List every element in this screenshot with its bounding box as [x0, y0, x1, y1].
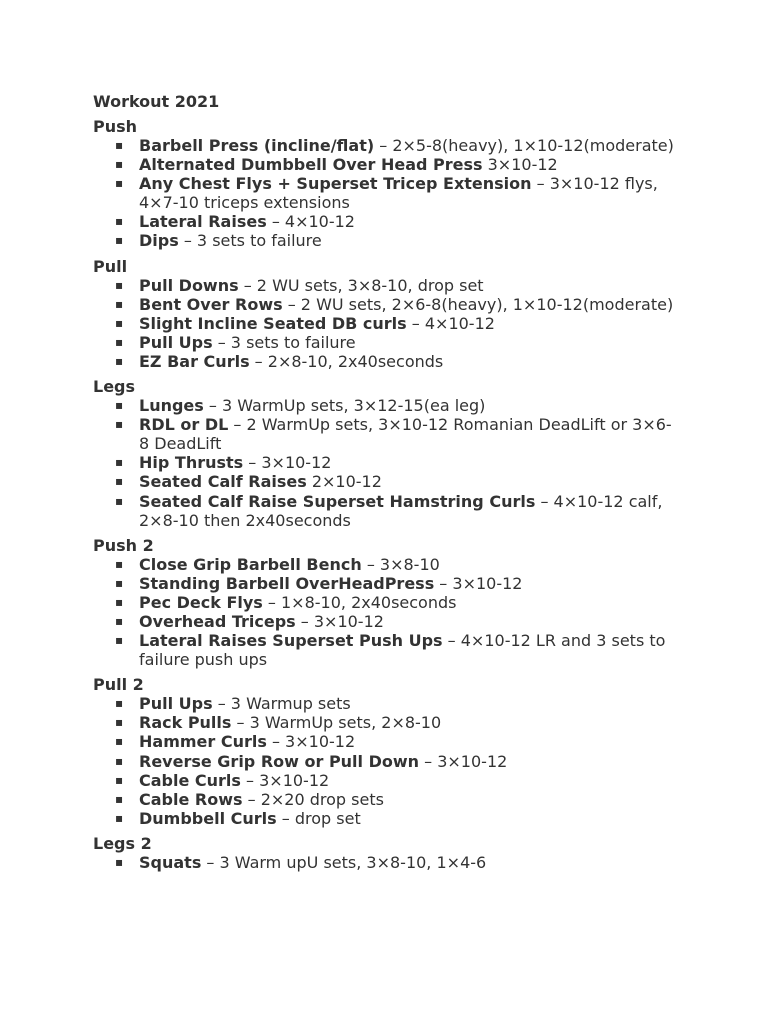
exercise-detail: – 3×8-10 — [361, 554, 440, 574]
document-title: Workout 2021 — [93, 92, 220, 111]
exercise-name: Lateral Raises Superset Push Ups — [139, 631, 443, 651]
exercise-name: Cable Rows — [139, 789, 243, 809]
exercise-detail: 2×10-12 — [306, 472, 382, 492]
exercise-name: Lunges — [139, 396, 204, 416]
workout-section — [93, 257, 693, 371]
exercise-detail: – 3 Warmup sets — [212, 694, 351, 714]
exercise-name: Reverse Grip Row or Pull Down — [139, 751, 420, 771]
square-bullet-icon: ▪ — [115, 594, 124, 609]
square-bullet-icon: ▪ — [115, 157, 124, 172]
exercise-detail: – 2×5-8(heavy), 1×10-12(moderate) — [374, 136, 674, 155]
workout-section — [93, 675, 693, 828]
square-bullet-icon: ▪ — [115, 138, 124, 152]
exercise-list-item — [93, 174, 679, 212]
exercise-name: RDL or DL — [139, 415, 229, 435]
square-bullet-icon: ▪ — [115, 398, 124, 413]
workout-section — [93, 536, 693, 670]
exercise-name: Bent Over Rows — [139, 294, 283, 314]
section-heading: Legs — [93, 377, 136, 397]
exercise-detail: – 3×10-12 — [266, 732, 356, 752]
exercise-detail: – 4×10-12 LR and 3 sets to failure push ups — [139, 631, 666, 670]
exercise-name: Dips — [139, 231, 179, 251]
workout-section — [93, 834, 693, 872]
section-heading: Pull — [93, 256, 128, 276]
square-bullet-icon: ▪ — [115, 556, 124, 571]
exercise-name: Lateral Raises — [139, 212, 267, 232]
exercise-list — [93, 853, 693, 872]
section-heading: Push 2 — [93, 535, 154, 555]
exercise-name: EZ Bar Curls — [139, 351, 250, 371]
exercise-list-item — [93, 853, 679, 872]
exercise-name: Any Chest Flys + Superset Tricep Extension — [139, 174, 532, 194]
exercise-name: Barbell Press (incline/flat) — [139, 136, 375, 155]
square-bullet-icon: ▪ — [115, 455, 124, 470]
square-bullet-icon: ▪ — [115, 214, 124, 229]
exercise-detail: – 3×10-12 — [434, 573, 523, 593]
exercise-list-item — [93, 231, 679, 250]
square-bullet-icon: ▪ — [115, 633, 124, 648]
exercise-list-item — [93, 631, 679, 669]
exercise-name: Seated Calf Raise Superset Hamstring Curls — [139, 491, 536, 511]
square-bullet-icon: ▪ — [115, 493, 124, 508]
exercise-detail: 3×10-12 — [482, 155, 558, 175]
square-bullet-icon: ▪ — [115, 753, 124, 768]
exercise-detail: – 3×10-12 — [243, 453, 332, 473]
square-bullet-icon: ▪ — [115, 715, 124, 730]
exercise-list-item — [93, 593, 679, 612]
workout-sections — [93, 117, 693, 872]
square-bullet-icon: ▪ — [115, 854, 124, 869]
exercise-list-item — [93, 314, 679, 333]
square-bullet-icon: ▪ — [115, 176, 124, 191]
exercise-detail: – 3×10-12 — [240, 770, 330, 790]
exercise-list-item — [93, 574, 679, 593]
exercise-name: Cable Curls — [139, 770, 241, 790]
square-bullet-icon: ▪ — [115, 296, 124, 311]
exercise-list-item — [93, 732, 679, 751]
exercise-name: Seated Calf Raises — [139, 472, 307, 492]
exercise-list-item — [93, 136, 679, 155]
exercise-detail: – 3 sets to failure — [212, 332, 356, 352]
exercise-detail: – 3 WarmUp sets, 2×8-10 — [231, 713, 442, 733]
exercise-list-item — [93, 790, 679, 809]
square-bullet-icon: ▪ — [115, 791, 124, 806]
workout-section — [93, 377, 693, 530]
exercise-detail: – 4×10-12 calf, 2×8-10 then 2x40seconds — [139, 491, 663, 530]
square-bullet-icon: ▪ — [115, 474, 124, 489]
exercise-name: Pec Deck Flys — [139, 592, 263, 612]
square-bullet-icon: ▪ — [115, 772, 124, 787]
exercise-name: Pull Ups — [139, 332, 213, 352]
exercise-detail: – 3 Warm upU sets, 3×8-10, 1×4-6 — [201, 852, 487, 872]
exercise-list-item — [93, 212, 679, 231]
exercise-name: Hip Thrusts — [139, 453, 244, 473]
exercise-name: Standing Barbell OverHeadPress — [139, 573, 435, 593]
section-heading: Legs 2 — [93, 833, 152, 853]
square-bullet-icon: ▪ — [115, 233, 124, 248]
exercise-list-item — [93, 155, 679, 174]
square-bullet-icon: ▪ — [115, 613, 124, 628]
exercise-list-item — [93, 492, 679, 530]
exercise-detail: – 1×8-10, 2x40seconds — [262, 592, 457, 612]
exercise-detail: – 3×10-12 — [419, 751, 508, 771]
exercise-list — [93, 136, 693, 251]
exercise-name: Dumbbell Curls — [139, 808, 277, 828]
exercise-name: Squats — [139, 852, 202, 872]
exercise-list — [93, 276, 693, 371]
exercise-detail: – 3×10-12 — [295, 611, 384, 631]
square-bullet-icon: ▪ — [115, 417, 124, 432]
exercise-name: Rack Pulls — [139, 713, 232, 733]
exercise-list-item — [93, 295, 679, 314]
exercise-detail: – 2×8-10, 2x40seconds — [249, 351, 444, 371]
exercise-list-item — [93, 472, 679, 491]
square-bullet-icon: ▪ — [115, 277, 124, 292]
exercise-detail: – 3 WarmUp sets, 3×12-15(ea leg) — [203, 396, 486, 416]
square-bullet-icon: ▪ — [115, 334, 124, 349]
exercise-name: Pull Downs — [139, 275, 239, 295]
exercise-name: Pull Ups — [139, 694, 213, 714]
exercise-name: Hammer Curls — [139, 732, 267, 752]
exercise-list-item — [93, 612, 679, 631]
exercise-name: Overhead Triceps — [139, 611, 296, 631]
section-heading: Pull 2 — [93, 675, 144, 695]
square-bullet-icon: ▪ — [115, 810, 124, 825]
square-bullet-icon: ▪ — [115, 575, 124, 590]
square-bullet-icon: ▪ — [115, 353, 124, 368]
exercise-detail: – 2 WarmUp sets, 3×10-12 Romanian DeadLift or 3×6-8 DeadLift — [139, 415, 672, 454]
exercise-detail: – 2 WU sets, 3×8-10, drop set — [238, 275, 484, 295]
exercise-detail: – drop set — [276, 808, 361, 828]
document-page — [93, 92, 693, 878]
exercise-list — [93, 555, 693, 670]
exercise-list-item — [93, 771, 679, 790]
exercise-name: Slight Incline Seated DB curls — [139, 313, 407, 333]
exercise-list-item — [93, 276, 679, 295]
square-bullet-icon: ▪ — [115, 734, 124, 749]
exercise-list-item — [93, 396, 679, 415]
exercise-list-item — [93, 752, 679, 771]
exercise-detail: – 2 WU sets, 2×6-8(heavy), 1×10-12(moderate) — [282, 294, 674, 314]
exercise-name: Close Grip Barbell Bench — [139, 554, 362, 574]
exercise-detail: – 4×10-12 — [266, 212, 355, 232]
exercise-list-item — [93, 555, 679, 574]
exercise-list-item — [93, 809, 679, 828]
exercise-list-item — [93, 453, 679, 472]
exercise-name: Alternated Dumbbell Over Head Press — [139, 155, 483, 175]
section-heading: Push — [93, 117, 138, 136]
exercise-list — [93, 694, 693, 828]
exercise-detail: – 4×10-12 — [406, 313, 495, 333]
exercise-list-item — [93, 415, 679, 453]
exercise-list-item — [93, 694, 679, 713]
workout-section — [93, 117, 693, 251]
exercise-list-item — [93, 333, 679, 352]
square-bullet-icon: ▪ — [115, 696, 124, 711]
exercise-list — [93, 396, 693, 530]
exercise-list-item — [93, 352, 679, 371]
exercise-detail: – 3×10-12 flys, 4×7-10 triceps extensions — [139, 174, 658, 213]
exercise-list-item — [93, 713, 679, 732]
exercise-detail: – 3 sets to failure — [178, 231, 322, 251]
exercise-detail: – 2×20 drop sets — [242, 789, 384, 809]
square-bullet-icon: ▪ — [115, 315, 124, 330]
